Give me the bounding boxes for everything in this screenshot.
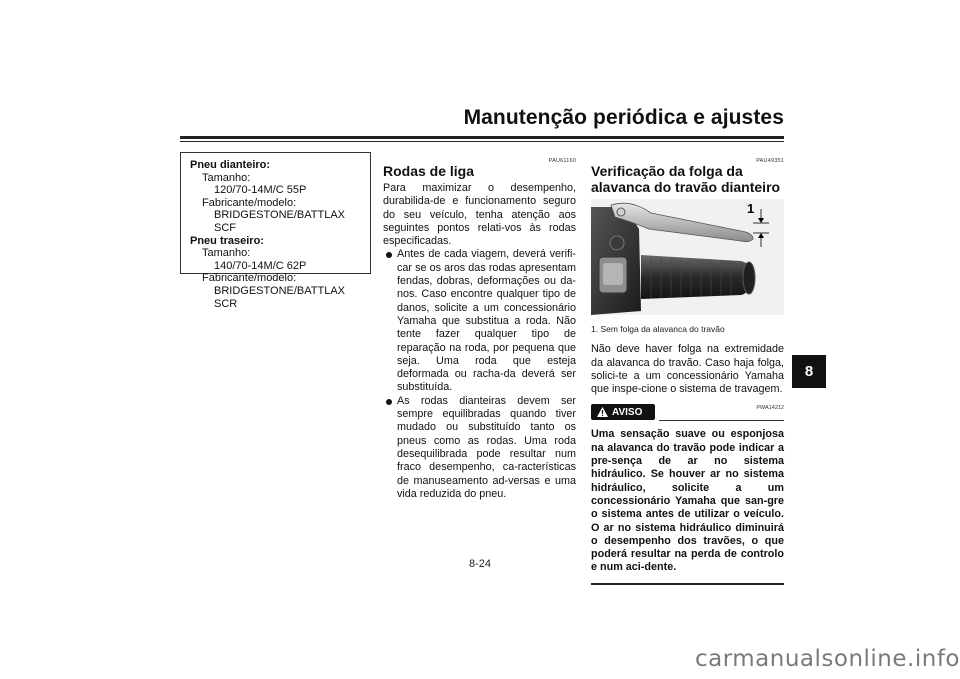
brake-lever-figure	[591, 199, 784, 315]
bullet-icon	[386, 252, 392, 258]
rear-maker-label: Fabricante/modelo:	[202, 272, 297, 285]
tire-spec-box	[180, 152, 371, 310]
wheels-intro: Para maximizar o desempenho, durabilida-de e funcionamento seguro do seu veículo, tenha atenção aos seguintes pontos relati-vos às rodas especificadas.	[383, 182, 576, 248]
watermark: carmanualsonline.info	[694, 646, 960, 672]
warning-rule	[659, 420, 784, 421]
aviso-badge	[591, 404, 655, 420]
brake-section	[591, 155, 784, 585]
header-rule-thin	[180, 141, 784, 142]
bullet-text: As rodas dianteiras devem ser sempre equilibradas quando tiver mudado ou substituído tanto os pneus como as rodas. Uma roda desequilibrada pode resultar num fraco desempenho, ca-racterísticas de manuseamento ad-versas e uma vida reduzida do pneu.	[397, 394, 576, 500]
rear-tire-label: Pneu traseiro:	[190, 234, 264, 247]
rear-size-label: Tamanho:	[202, 247, 251, 260]
front-size-label: Tamanho:	[202, 171, 251, 184]
front-size-value: 120/70-14M/C 55P	[214, 184, 307, 197]
page-title: Manutenção periódica e ajustes	[463, 106, 784, 129]
page-number: 8-24	[468, 558, 492, 570]
wheels-section	[383, 155, 576, 501]
bullet-text: Antes de cada viagem, deverá verifi-car se os aros das rodas apresentam fendas, dobras, deformações ou da-nos. Caso encontre qualquer tipo de danos, solicite a um concessionário Yamaha que substitua a roda. Não tente fazer qualquer tipo de reparação na roda, por pequena que seja. Uma roda que esteja deformada ou racha-da deverá ser substituída.	[397, 248, 576, 394]
front-maker-label: Fabricante/modelo:	[202, 196, 297, 209]
figure-caption: 1. Sem folga da alavanca do travão	[591, 324, 725, 334]
wheels-bullet-list	[383, 248, 576, 501]
warning-end-rule	[591, 583, 784, 585]
warning-text: Uma sensação suave ou esponjosa na alavanca do travão pode indicar a pre-sença de ar no sistema hidráulico. Se houver ar no sistema hidráulico, solicite a um concessionário Yamaha que san-gre o sistema antes de utilizar o veículo. O ar no sistema hidráulico diminuirá o desempenho dos travões, o que poderá resultar na perda de controlo e num aci-dente.	[591, 428, 784, 574]
warning-header	[591, 402, 784, 426]
front-maker-value: BRIDGESTONE/BATTLAX SCF	[214, 209, 346, 234]
section-code: PAU61160	[548, 158, 576, 164]
brake-paragraph: Não deve haver folga na extremidade da alavanca do travão. Caso haja folga, solici-te a um concessionário Yamaha que inspe-cione o sistema de travagem.	[591, 343, 784, 396]
wheels-heading: Rodas de liga	[383, 163, 475, 179]
chapter-tab[interactable]: 8	[792, 355, 826, 388]
aviso-label: AVISO	[612, 406, 643, 418]
bullet-icon	[386, 399, 392, 405]
warning-code: PWA14212	[756, 405, 784, 412]
rear-maker-value: BRIDGESTONE/BATTLAX SCR	[214, 284, 346, 310]
figure-callout-label: 1	[747, 201, 755, 216]
list-item	[383, 248, 576, 394]
brake-heading: Verificação da folga da alavanca do travão dianteiro	[591, 163, 781, 195]
brake-lever-illustration	[591, 199, 784, 315]
header-rule	[180, 136, 784, 139]
section-code: PAU49351	[756, 158, 784, 164]
front-tire-label: Pneu dianteiro:	[190, 159, 271, 171]
rear-size-value: 140/70-14M/C 62P	[214, 259, 307, 272]
warning-triangle-icon	[597, 407, 608, 417]
list-item	[383, 395, 576, 501]
